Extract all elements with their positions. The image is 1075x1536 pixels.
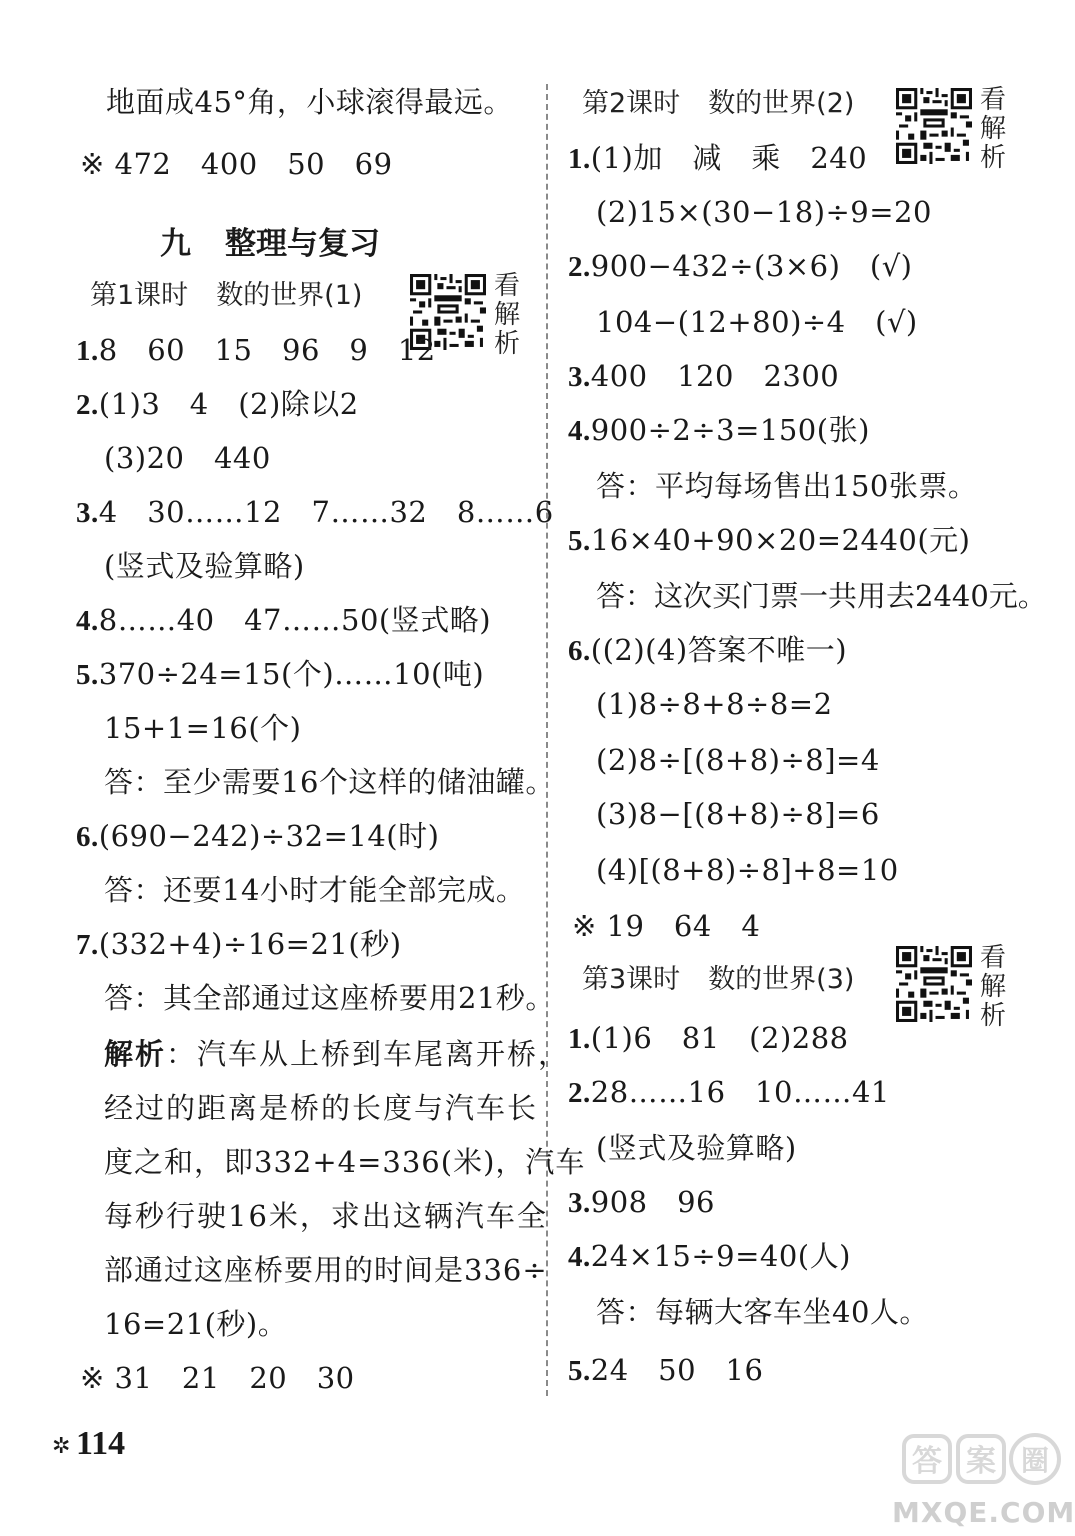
chapter-title: 整理与复习 <box>225 226 380 262</box>
qr-code-icon[interactable] <box>896 946 972 1022</box>
bonus-answer-line: ※ 472 400 50 69 <box>80 147 393 181</box>
list-item: 4.900÷2÷3=150(张) <box>568 413 870 447</box>
svg-text:案: 案 <box>966 1444 996 1479</box>
qr-caption: 看 解 析 <box>979 943 1006 1031</box>
list-item: 1.(1)6 81 (2)288 <box>568 1021 849 1055</box>
lesson-3-heading <box>582 960 854 1000</box>
list-item: 答：其全部通过这座桥要用21秒。 <box>104 981 555 1015</box>
list-item: (3)20 440 <box>104 441 271 475</box>
qr-caption: 看 解 析 <box>979 85 1006 173</box>
list-item: (4)[(8+8)÷8]+8=10 <box>596 853 899 887</box>
lesson-1-heading <box>90 276 362 316</box>
lesson-3-label: 第3课时 <box>582 964 681 995</box>
analysis-label: 解析 <box>104 1039 167 1071</box>
analysis-line: 经过的距离是桥的长度与汽车长 <box>104 1091 539 1125</box>
list-item: (1)8÷8+8÷8=2 <box>596 687 833 721</box>
lesson-2-label: 第2课时 <box>582 88 681 119</box>
list-item: 答：至少需要16个这样的储油罐。 <box>104 765 555 799</box>
analysis-line: 度之和，即332+4=336(米)，汽车 <box>104 1145 586 1179</box>
svg-text:答: 答 <box>912 1444 942 1479</box>
list-item: 7.(332+4)÷16=21(秒) <box>76 927 402 961</box>
list-item: 5.16×40+90×20=2440(元) <box>568 523 971 557</box>
analysis-line: 16=21(秒)。 <box>104 1307 288 1341</box>
watermark-text: MXQE.COM <box>892 1496 1075 1529</box>
lesson-3-title: 数的世界(3) <box>708 964 855 995</box>
chapter-number: 九 <box>160 226 191 262</box>
analysis-line: 每秒行驶16米，求出这辆汽车全 <box>104 1199 548 1233</box>
list-item: 15+1=16(个) <box>104 711 302 745</box>
continued-answer-line: 地面成45°角，小球滚得最远。 <box>106 85 513 119</box>
lesson-2-heading <box>582 84 854 124</box>
list-item: 2.28……16 10……41 <box>568 1075 890 1109</box>
analysis-line: 部通过这座桥要用的时间是336÷ <box>104 1253 548 1287</box>
list-item: (2)15×(30−18)÷9=20 <box>596 195 932 229</box>
bonus-answer-line: ※ 19 64 4 <box>572 909 761 943</box>
list-item: 5.24 50 16 <box>568 1353 764 1387</box>
qr-caption: 看 解 析 <box>493 271 520 359</box>
lesson-1-title: 数的世界(1) <box>216 280 363 311</box>
list-item: 4.8……40 47……50(竖式略) <box>76 603 492 637</box>
list-item: 5.370÷24=15(个)……10(吨) <box>76 657 485 691</box>
watermark <box>892 1430 1075 1530</box>
list-item: 4.24×15÷9=40(人) <box>568 1239 851 1273</box>
list-item: (竖式及验算略) <box>596 1131 797 1165</box>
list-item: (2)8÷[(8+8)÷8]=4 <box>596 743 880 777</box>
list-item: 2.(1)3 4 (2)除以2 <box>76 387 359 421</box>
list-item: 答：平均每场售出150张票。 <box>596 469 978 503</box>
analysis-line: 解析：汽车从上桥到车尾离开桥， <box>104 1037 570 1071</box>
list-item: 3.4 30……12 7……32 8……6 <box>76 495 554 529</box>
lesson-1-label: 第1课时 <box>90 280 189 311</box>
list-item: 答：还要14小时才能全部完成。 <box>104 873 526 907</box>
list-item: 1.8 60 15 96 9 12 <box>76 333 436 367</box>
list-item: 1.(1)加 减 乘 240 <box>568 141 868 175</box>
list-item: 6.(690−242)÷32=14(时) <box>76 819 440 853</box>
page-marker-icon: ✲ <box>52 1434 71 1459</box>
lesson-2-title: 数的世界(2) <box>708 88 855 119</box>
list-item: 6.((2)(4)答案不唯一) <box>568 633 848 667</box>
list-item: (竖式及验算略) <box>104 549 305 583</box>
qr-code-icon[interactable] <box>896 88 972 164</box>
list-item: (3)8−[(8+8)÷8]=6 <box>596 797 880 831</box>
list-item: 3.400 120 2300 <box>568 359 840 393</box>
page-number: 114 <box>76 1425 126 1462</box>
list-item: 104−(12+80)÷4 (√) <box>596 305 918 339</box>
list-item: 答：这次买门票一共用去2440元。 <box>596 579 1047 613</box>
list-item: 答：每辆大客车坐40人。 <box>596 1295 929 1329</box>
chapter-heading <box>160 222 380 266</box>
bonus-answer-line: ※ 31 21 20 30 <box>80 1361 355 1395</box>
list-item: 2.900−432÷(3×6) (√) <box>568 249 913 283</box>
list-item: 3.908 96 <box>568 1185 716 1219</box>
watermark-logo-icon <box>892 1430 1068 1500</box>
svg-text:圈: 圈 <box>1020 1444 1050 1477</box>
